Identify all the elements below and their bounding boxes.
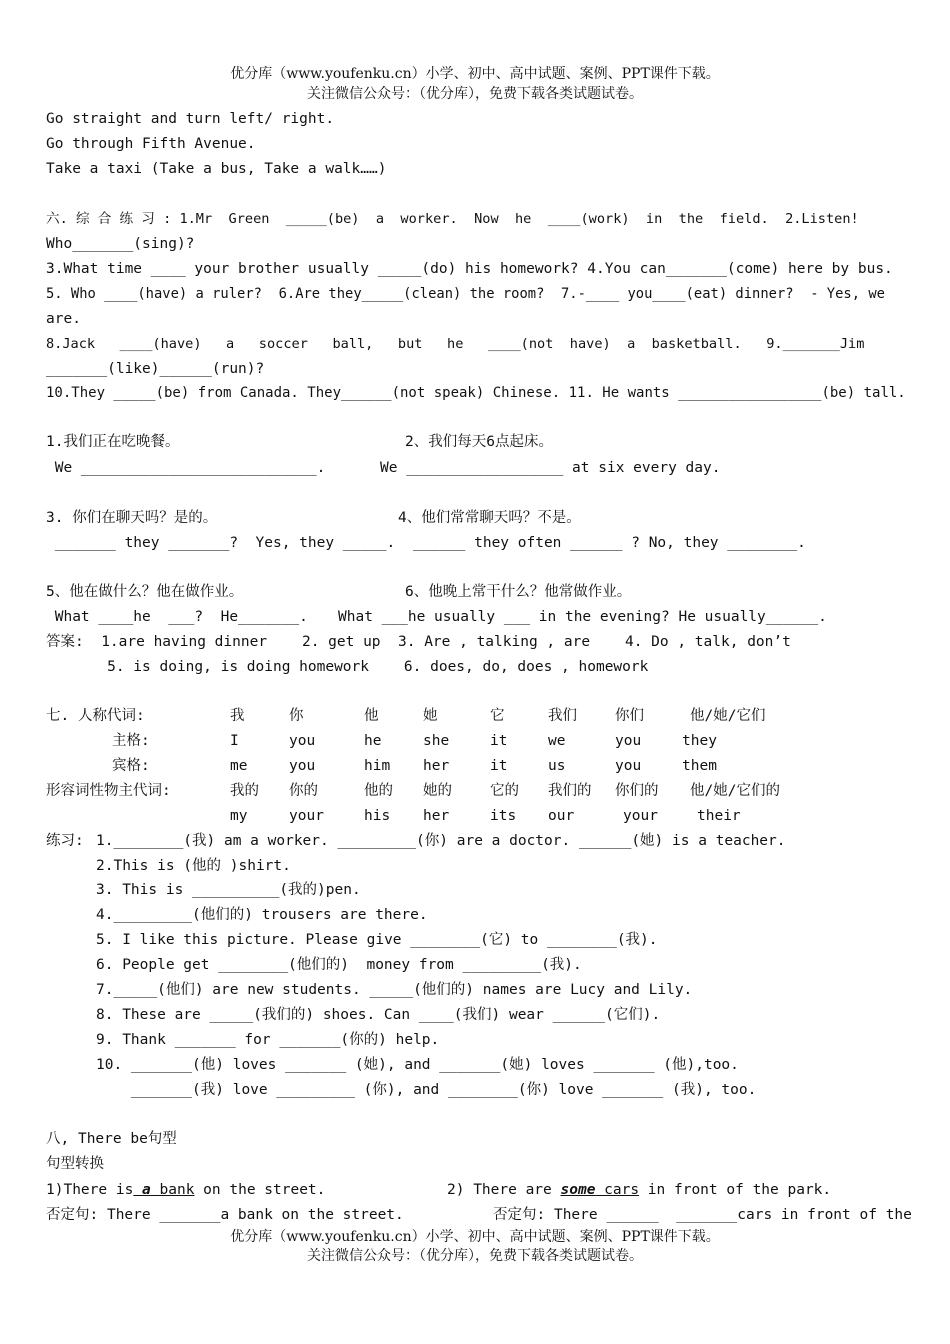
translate-a1: We ___________________________. bbox=[46, 460, 326, 476]
subj-3: he bbox=[364, 733, 382, 749]
subj-1: I bbox=[230, 733, 239, 749]
obj-label: 宾格: bbox=[112, 758, 150, 774]
adj-zh-8: 他/她/它们的 bbox=[690, 783, 780, 799]
translate-q6: 6、他晚上常干什么？他常做作业。 bbox=[405, 584, 632, 600]
exercise-4: 4._________(他们的) trousers are there. bbox=[96, 907, 428, 923]
sec6-line-4: 5. Who ____(have) a ruler? 6.Are they_____(clean) the room? 7.-____ you____(eat) dinner? - Yes, we bbox=[46, 286, 885, 302]
sec6-line-5: are. bbox=[46, 311, 81, 327]
sec8-title: 八, There be句型 bbox=[46, 1131, 177, 1147]
translate-a6: What ___he usually ___ in the evening? He usually______. bbox=[338, 609, 827, 625]
pron-zh-4: 她 bbox=[423, 708, 438, 724]
translate-a2: We __________________ at six every day. bbox=[380, 460, 721, 476]
sec6-line-8: 10.They _____(be) from Canada. They______(not speak) Chinese. 11. He wants _________________(be) tall. bbox=[46, 385, 906, 401]
sec8-subtitle: 句型转换 bbox=[46, 1156, 104, 1172]
exercise-10a: 10. _______(他) loves _______ (她), and _______(她) loves _______ (他),too. bbox=[96, 1057, 739, 1073]
sentence-1-pre: 1)There is bbox=[46, 1182, 134, 1198]
translate-q2: 2、我们每天6点起床。 bbox=[405, 434, 553, 450]
answer-line-1: 答案: 1.are having dinner 2. get up 3. Are , talking , are 4. Do , talk, don’t bbox=[46, 634, 791, 650]
sec6-line-1: 六. 综 合 练 习 : 1.Mr Green _____(be) a worker. Now he ____(work) in the field. 2.Listen! bbox=[46, 211, 859, 227]
adj-zh-7: 你们的 bbox=[615, 783, 659, 799]
obj-7: you bbox=[615, 758, 642, 774]
exercise-1: 1.________(我) am a worker. _________(你) are a doctor. ______(她) is a teacher. bbox=[96, 833, 786, 849]
obj-5: it bbox=[490, 758, 508, 774]
obj-8: them bbox=[682, 758, 717, 774]
adj-2: your bbox=[289, 808, 324, 824]
sentence-1 bbox=[46, 1181, 325, 1199]
exercise-6: 6. People get ________(他们的) money from _________(我). bbox=[96, 957, 582, 973]
sentence-2-post: in front of the park. bbox=[639, 1182, 832, 1198]
sec6-line-6: 8.Jack ____(have) a soccer ball, but he ____(not have) a basketball. 9._______Jim bbox=[46, 336, 865, 352]
adj-zh-5: 它的 bbox=[490, 783, 519, 799]
sec6-line-7: _______(like)______(run)? bbox=[46, 361, 265, 377]
translate-q1: 1.我们正在吃晚餐。 bbox=[46, 434, 180, 450]
sentence-2-pre: 2) There are bbox=[447, 1182, 561, 1198]
adj-7: your bbox=[623, 808, 658, 824]
obj-1: me bbox=[230, 758, 248, 774]
pron-zh-7: 你们 bbox=[615, 708, 644, 724]
adj-zh-6: 我们的 bbox=[548, 783, 592, 799]
subj-2: you bbox=[289, 733, 316, 749]
exercise-3: 3. This is __________(我的)pen. bbox=[96, 882, 361, 898]
answer-line-2: 5. is doing, is doing homework 6. does, do, does , homework bbox=[46, 659, 649, 675]
adj-6: our bbox=[548, 808, 575, 824]
pron-zh-1: 我 bbox=[230, 708, 245, 724]
sentence-2-cars: cars bbox=[595, 1182, 640, 1198]
obj-6: us bbox=[548, 758, 566, 774]
exercise-2: 2.This is (他的 )shirt. bbox=[96, 858, 291, 874]
adj-5: its bbox=[490, 808, 517, 824]
sec7-title: 七. 人称代词: bbox=[46, 708, 145, 724]
translate-q4: 4、他们常常聊天吗？不是。 bbox=[398, 510, 581, 526]
pron-zh-3: 他 bbox=[364, 708, 379, 724]
exercise-7: 7._____(他们) are new students. _____(他们的) names are Lucy and Lily. bbox=[96, 982, 693, 998]
sentence-1-post: on the street. bbox=[194, 1182, 326, 1198]
translate-a3: _______ they _______? Yes, they _____. bbox=[46, 535, 396, 551]
obj-3: him bbox=[364, 758, 391, 774]
header-line-2: 关注微信公众号：（优分库），免费下载各类试题试卷。 bbox=[307, 86, 643, 102]
obj-2: you bbox=[289, 758, 316, 774]
exercise-9: 9. Thank _______ for _______(你的) help. bbox=[96, 1032, 440, 1048]
sentence-1-a: a bbox=[133, 1182, 151, 1198]
subj-6: we bbox=[548, 733, 566, 749]
subj-label: 主格: bbox=[112, 733, 150, 749]
exercise-10b: _______(我) love _________ (你), and ________(你) love _______ (我), too. bbox=[96, 1082, 757, 1098]
adj-1: my bbox=[230, 808, 248, 824]
negative-2: 否定句: There ______ _______cars in front of the bbox=[493, 1207, 912, 1223]
subj-4: she bbox=[423, 733, 450, 749]
obj-4: her bbox=[423, 758, 450, 774]
exercise-8: 8. These are _____(我们的) shoes. Can ____(我们) wear ______(它们). bbox=[96, 1007, 661, 1023]
translate-q5: 5、他在做什么？他在做作业。 bbox=[46, 584, 244, 600]
pron-zh-6: 我们 bbox=[548, 708, 577, 724]
subj-8: they bbox=[682, 733, 717, 749]
sec6-line-2: Who_______(sing)? bbox=[46, 236, 195, 252]
translate-a5: What ____he ___? He_______. bbox=[46, 609, 308, 625]
adj-zh-4: 她的 bbox=[423, 783, 452, 799]
intro-line-3: Take a taxi (Take a bus, Take a walk……) bbox=[46, 161, 387, 177]
pron-zh-2: 你 bbox=[289, 708, 304, 724]
exercise-label: 练习: bbox=[46, 833, 84, 849]
translate-q3: 3. 你们在聊天吗？是的。 bbox=[46, 510, 218, 526]
footer-line-1: 优分库（www.youfenku.cn）小学、初中、高中试题、案例、PPT课件下载。 bbox=[230, 1229, 720, 1245]
adj-8: their bbox=[697, 808, 741, 824]
pron-zh-5: 它 bbox=[490, 708, 505, 724]
negative-1: 否定句: There _______a bank on the street. bbox=[46, 1207, 404, 1223]
sentence-2 bbox=[447, 1181, 831, 1199]
adj-4: her bbox=[423, 808, 450, 824]
adj-zh-3: 他的 bbox=[364, 783, 393, 799]
translate-a4: ______ they often ______ ? No, they ________. bbox=[413, 535, 806, 551]
intro-line-1: Go straight and turn left/ right. bbox=[46, 111, 335, 127]
header-line-1: 优分库（www.youfenku.cn）小学、初中、高中试题、案例、PPT课件下载。 bbox=[230, 66, 720, 82]
adj-label: 形容词性物主代词: bbox=[46, 783, 171, 799]
sec6-line-3: 3.What time ____ your brother usually _____(do) his homework? 4.You can_______(come) here by bus. bbox=[46, 261, 893, 277]
intro-line-2: Go through Fifth Avenue. bbox=[46, 136, 256, 152]
adj-zh-1: 我的 bbox=[230, 783, 259, 799]
pron-zh-8: 他/她/它们 bbox=[690, 708, 766, 724]
sentence-1-bank: bank bbox=[150, 1182, 195, 1198]
sentence-2-some: some bbox=[560, 1182, 596, 1198]
subj-7: you bbox=[615, 733, 642, 749]
subj-5: it bbox=[490, 733, 508, 749]
adj-zh-2: 你的 bbox=[289, 783, 318, 799]
exercise-5: 5. I like this picture. Please give ________(它) to ________(我). bbox=[96, 932, 658, 948]
footer-line-2: 关注微信公众号：（优分库），免费下载各类试题试卷。 bbox=[307, 1248, 643, 1264]
adj-3: his bbox=[364, 808, 391, 824]
